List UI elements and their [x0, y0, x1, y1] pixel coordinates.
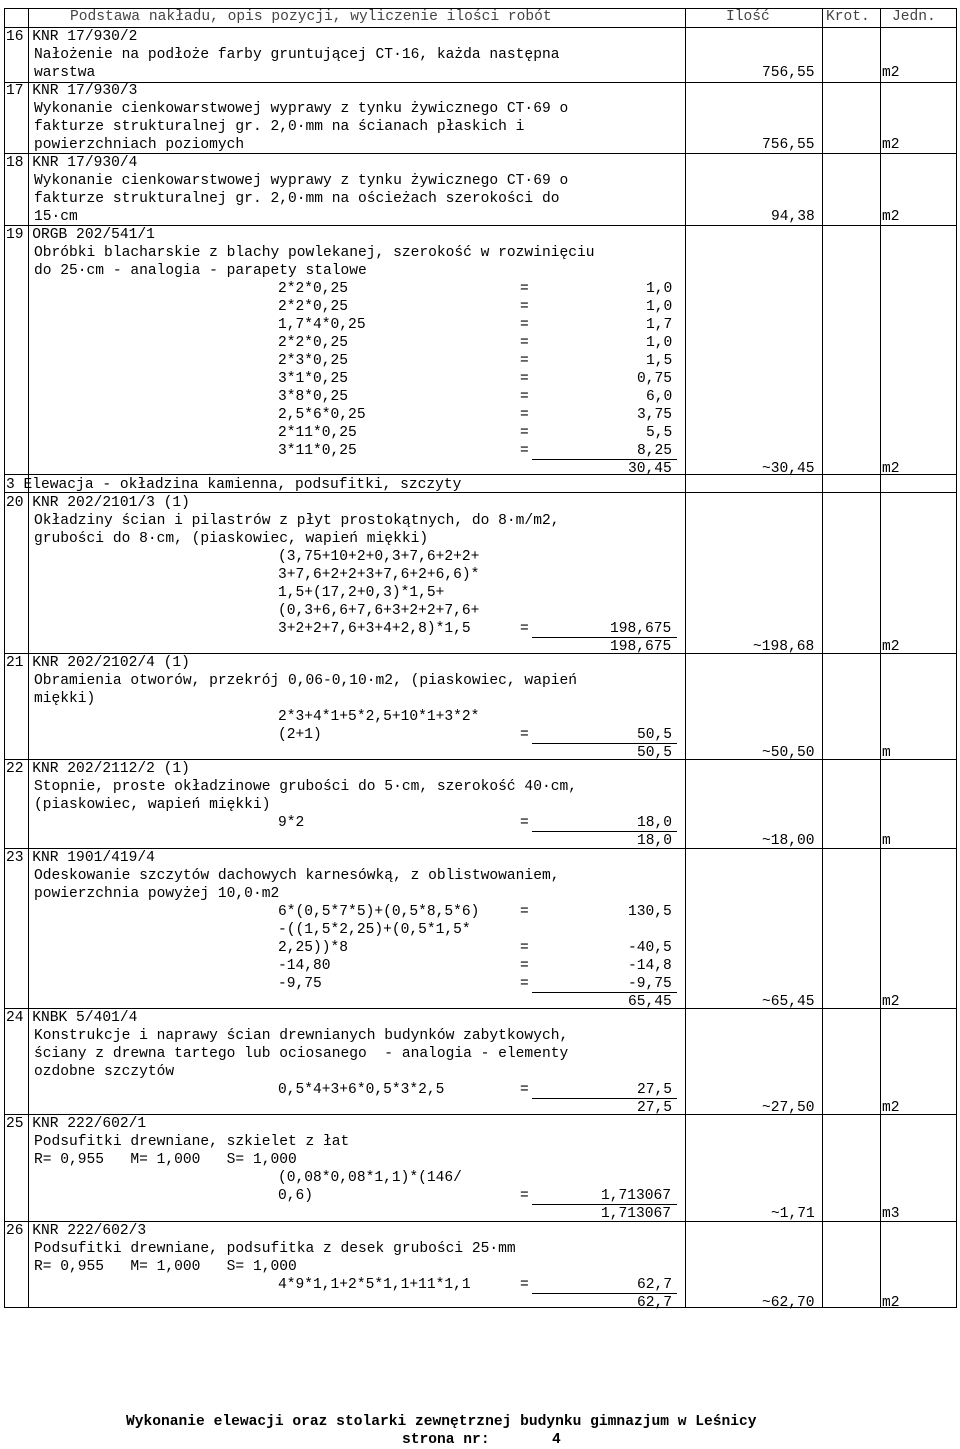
estimate-line: 3,75: [637, 407, 673, 423]
estimate-line: 6,0: [646, 389, 673, 405]
estimate-line: Stopnie, proste okładzinowe grubości do 5·cm, szerokość 40·cm,: [34, 779, 577, 795]
estimate-line: 50,5: [637, 745, 673, 761]
estimate-line: R= 0,955 M= 1,000 S= 1,000: [34, 1259, 297, 1275]
estimate-line: m2: [882, 65, 900, 81]
estimate-line: 3*1*0,25: [278, 371, 349, 387]
estimate-line: -9,75: [278, 976, 322, 992]
estimate-line: 8,25: [637, 443, 673, 459]
estimate-line: miękki): [34, 691, 96, 707]
estimate-line: 18,0: [637, 833, 673, 849]
estimate-line: Podsufitki drewniane, podsufitka z desek grubości 25·mm: [34, 1241, 516, 1257]
estimate-line: =: [520, 407, 529, 423]
estimate-line: ozdobne szczytów: [34, 1064, 175, 1080]
estimate-line: 62,7: [637, 1295, 673, 1311]
estimate-line: (0,08*0,08*1,1)*(146/: [278, 1170, 462, 1186]
estimate-line: =: [520, 904, 529, 920]
estimate-line: 94,38: [771, 209, 815, 225]
estimate-line: 0,75: [637, 371, 673, 387]
footer-title: Wykonanie elewacji oraz stolarki zewnętrznej budynku gimnazjum w Leśnicy: [126, 1414, 757, 1430]
estimate-line: 15·cm: [34, 209, 78, 225]
estimate-line: m2: [882, 209, 900, 225]
estimate-line: ~1,71: [771, 1206, 815, 1222]
estimate-line: =: [520, 389, 529, 405]
column-divider-quantity: [685, 8, 686, 1308]
estimate-line: 4*9*1,1+2*5*1,1+11*1,1: [278, 1277, 471, 1293]
estimate-line: 5,5: [646, 425, 673, 441]
row-separator: [4, 82, 957, 83]
estimate-line: 1,5+(17,2+0,3)*1,5+: [278, 585, 445, 601]
estimate-line: 20 KNR 202/2101/3 (1): [6, 495, 190, 511]
estimate-line: ściany z drewna tartego lub ociosanego - analogia - elementy: [34, 1046, 569, 1062]
estimate-line: grubości do 8·cm, (piaskowiec, wapień miękki): [34, 531, 429, 547]
estimate-line: =: [520, 299, 529, 315]
estimate-line: 2,5*6*0,25: [278, 407, 366, 423]
estimate-line: 1,5: [646, 353, 673, 369]
estimate-line: (2+1): [278, 727, 322, 743]
estimate-line: =: [520, 940, 529, 956]
estimate-line: m2: [882, 1295, 900, 1311]
estimate-line: =: [520, 815, 529, 831]
estimate-line: Wykonanie cienkowarstwowej wyprawy z tynku żywicznego CT·69 o: [34, 101, 569, 117]
estimate-line: 30,45: [628, 461, 672, 477]
estimate-line: 24 KNBK 5/401/4: [6, 1010, 138, 1026]
estimate-line: ~198,68: [753, 639, 815, 655]
estimate-line: =: [520, 1188, 529, 1204]
estimate-line: 3*11*0,25: [278, 443, 357, 459]
estimate-line: ~62,70: [762, 1295, 815, 1311]
estimate-line: ~18,00: [762, 833, 815, 849]
estimate-line: 3*8*0,25: [278, 389, 349, 405]
header-krot: Krot.: [826, 9, 870, 25]
header-unit: Jedn.: [892, 9, 936, 25]
estimate-line: 756,55: [762, 65, 815, 81]
estimate-line: 1,7: [646, 317, 673, 333]
estimate-line: m2: [882, 461, 900, 477]
estimate-line: fakturze strukturalnej gr. 2,0·mm na ścianach płaskich i: [34, 119, 525, 135]
estimate-line: warstwa: [34, 65, 96, 81]
estimate-line: Podsufitki drewniane, szkielet z łat: [34, 1134, 350, 1150]
estimate-line: 2*2*0,25: [278, 281, 349, 297]
estimate-line: =: [520, 317, 529, 333]
estimate-line: 1,0: [646, 335, 673, 351]
estimate-line: 2,25))*8: [278, 940, 349, 956]
estimate-line: 2*2*0,25: [278, 335, 349, 351]
estimate-line: 62,7: [637, 1277, 673, 1293]
estimate-line: 3 Elewacja - okładzina kamienna, podsufitki, szczyty: [6, 477, 462, 493]
estimate-line: =: [520, 281, 529, 297]
estimate-line: (3,75+10+2+0,3+7,6+2+2+: [278, 549, 480, 565]
estimate-line: 16 KNR 17/930/2: [6, 29, 138, 45]
estimate-line: m2: [882, 639, 900, 655]
estimate-line: 1,0: [646, 299, 673, 315]
estimate-line: 23 KNR 1901/419/4: [6, 850, 155, 866]
estimate-line: =: [520, 976, 529, 992]
estimate-line: m: [882, 833, 891, 849]
estimate-line: -((1,5*2,25)+(0,5*1,5*: [278, 922, 471, 938]
estimate-line: =: [520, 1082, 529, 1098]
estimate-line: -14,80: [278, 958, 331, 974]
estimate-line: m2: [882, 994, 900, 1010]
header-description: Podstawa nakładu, opis pozycji, wyliczenie ilości robót: [70, 9, 552, 25]
estimate-line: Nałożenie na podłoże farby gruntującej CT·16, każda następna: [34, 47, 560, 63]
estimate-line: =: [520, 443, 529, 459]
estimate-line: 50,5: [637, 727, 673, 743]
estimate-line: 1,0: [646, 281, 673, 297]
estimate-line: =: [520, 353, 529, 369]
estimate-line: 1,713067: [601, 1188, 672, 1204]
column-divider-unit: [880, 8, 881, 1308]
estimate-line: 1,713067: [601, 1206, 672, 1222]
estimate-line: 198,675: [610, 621, 672, 637]
estimate-line: =: [520, 621, 529, 637]
estimate-line: =: [520, 425, 529, 441]
estimate-line: R= 0,955 M= 1,000 S= 1,000: [34, 1152, 297, 1168]
estimate-line: 21 KNR 202/2102/4 (1): [6, 655, 190, 671]
header-quantity: Ilość: [726, 9, 770, 25]
estimate-line: 17 KNR 17/930/3: [6, 83, 138, 99]
estimate-line: 3+2+2+7,6+3+4+2,8)*1,5: [278, 621, 471, 637]
estimate-line: =: [520, 727, 529, 743]
estimate-line: 1,7*4*0,25: [278, 317, 366, 333]
estimate-line: 2*11*0,25: [278, 425, 357, 441]
estimate-line: ~30,45: [762, 461, 815, 477]
estimate-line: 0,6): [278, 1188, 314, 1204]
estimate-line: (0,3+6,6+7,6+3+2+2+7,6+: [278, 603, 480, 619]
column-divider-krot: [822, 8, 823, 1308]
estimate-line: 22 KNR 202/2112/2 (1): [6, 761, 190, 777]
estimate-line: 3+7,6+2+2+3+7,6+2+6,6)*: [278, 567, 480, 583]
estimate-line: 9*2: [278, 815, 305, 831]
estimate-line: ~65,45: [762, 994, 815, 1010]
estimate-line: 27,5: [637, 1100, 673, 1116]
estimate-line: 18 KNR 17/930/4: [6, 155, 138, 171]
estimate-line: 756,55: [762, 137, 815, 153]
estimate-line: m3: [882, 1206, 900, 1222]
estimate-line: Wykonanie cienkowarstwowej wyprawy z tynku żywicznego CT·69 o: [34, 173, 569, 189]
estimate-line: m2: [882, 1100, 900, 1116]
estimate-line: 19 ORGB 202/541/1: [6, 227, 155, 243]
estimate-line: do 25·cm - analogia - parapety stalowe: [34, 263, 367, 279]
footer-page-number: 4: [552, 1432, 561, 1448]
estimate-line: 198,675: [610, 639, 672, 655]
estimate-line: -9,75: [628, 976, 672, 992]
estimate-line: Konstrukcje i naprawy ścian drewnianych budynków zabytkowych,: [34, 1028, 569, 1044]
estimate-line: 18,0: [637, 815, 673, 831]
estimate-line: 25 KNR 222/602/1: [6, 1116, 147, 1132]
estimate-line: =: [520, 1277, 529, 1293]
estimate-line: powierzchniach poziomych: [34, 137, 245, 153]
estimate-line: =: [520, 335, 529, 351]
estimate-line: -14,8: [628, 958, 672, 974]
estimate-line: Obramienia otworów, przekrój 0,06-0,10·m2, (piaskowiec, wapień: [34, 673, 577, 689]
estimate-line: 6*(0,5*7*5)+(0,5*8,5*6): [278, 904, 480, 920]
estimate-line: fakturze strukturalnej gr. 2,0·mm na ościeżach szerokości do: [34, 191, 560, 207]
estimate-line: 130,5: [628, 904, 672, 920]
estimate-line: 26 KNR 222/602/3: [6, 1223, 147, 1239]
estimate-line: =: [520, 958, 529, 974]
estimate-line: Odeskowanie szczytów dachowych karnesówką, z oblistwowaniem,: [34, 868, 560, 884]
estimate-line: m: [882, 745, 891, 761]
estimate-line: 65,45: [628, 994, 672, 1010]
estimate-line: 2*3*0,25: [278, 353, 349, 369]
estimate-line: (piaskowiec, wapień miękki): [34, 797, 271, 813]
estimate-line: ~27,50: [762, 1100, 815, 1116]
estimate-line: Obróbki blacharskie z blachy powlekanej, szerokość w rozwinięciu: [34, 245, 595, 261]
estimate-line: =: [520, 371, 529, 387]
estimate-line: Okładziny ścian i pilastrów z płyt prostokątnych, do 8·m/m2,: [34, 513, 560, 529]
row-separator: [4, 27, 957, 28]
estimate-line: ~50,50: [762, 745, 815, 761]
estimate-line: -40,5: [628, 940, 672, 956]
estimate-line: m2: [882, 137, 900, 153]
estimate-line: 27,5: [637, 1082, 673, 1098]
estimate-line: 2*3+4*1+5*2,5+10*1+3*2*: [278, 709, 480, 725]
estimate-line: 2*2*0,25: [278, 299, 349, 315]
estimate-line: 0,5*4+3+6*0,5*3*2,5: [278, 1082, 445, 1098]
estimate-line: powierzchnia powyżej 10,0·m2: [34, 886, 280, 902]
footer-page-label: strona nr:: [402, 1432, 490, 1448]
